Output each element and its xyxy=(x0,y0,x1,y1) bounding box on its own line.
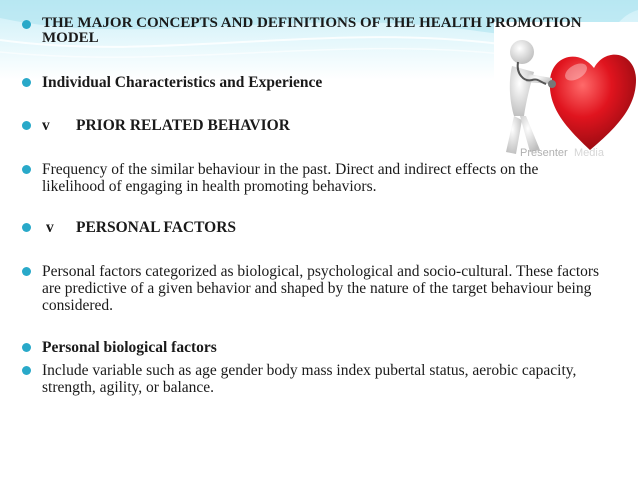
slide-title-text: THE MAJOR CONCEPTS AND DEFINITIONS OF THE HEALTH PROMOTION MODEL xyxy=(42,15,582,46)
brand-watermark-suffix: Media xyxy=(574,147,604,159)
list-item-marker: v xyxy=(42,117,50,134)
bullet-icon xyxy=(22,165,31,174)
list-item xyxy=(42,161,582,195)
list-item-text: PRIOR RELATED BEHAVIOR xyxy=(76,117,290,134)
list-item-text: Personal factors categorized as biological, psychological and socio-cultural. These factors are predictive of a given behavior and shaped by the nature of the target behaviour being considered. xyxy=(42,263,600,314)
bullet-icon xyxy=(22,366,31,375)
list-item-text: Include variable such as age gender body mass index pubertal status, aerobic capacity, strength, agility, or balance. xyxy=(42,362,577,396)
list-item-text: Frequency of the similar behaviour in the past. Direct and indirect effects on the likelihood of engaging in health promoting behaviors. xyxy=(42,161,539,195)
list-item-marker: v xyxy=(46,219,54,236)
list-item xyxy=(42,219,602,236)
list-item xyxy=(42,74,602,91)
slide-title xyxy=(42,16,602,46)
bullet-icon xyxy=(22,267,31,276)
list-item-text: PERSONAL FACTORS xyxy=(76,219,237,236)
bullet-icon xyxy=(22,223,31,232)
bullet-icon xyxy=(22,78,31,87)
bullet-icon xyxy=(22,121,31,130)
list-item xyxy=(42,117,602,134)
list-item xyxy=(42,362,602,396)
bullet-icon xyxy=(22,343,31,352)
list-item xyxy=(42,263,602,314)
list-item xyxy=(42,339,602,356)
bullet-icon xyxy=(22,20,31,29)
list-item-text: Individual Characteristics and Experience xyxy=(42,74,323,91)
list-item-text: Personal biological factors xyxy=(42,339,217,356)
brand-watermark: Presenter xyxy=(520,147,568,159)
